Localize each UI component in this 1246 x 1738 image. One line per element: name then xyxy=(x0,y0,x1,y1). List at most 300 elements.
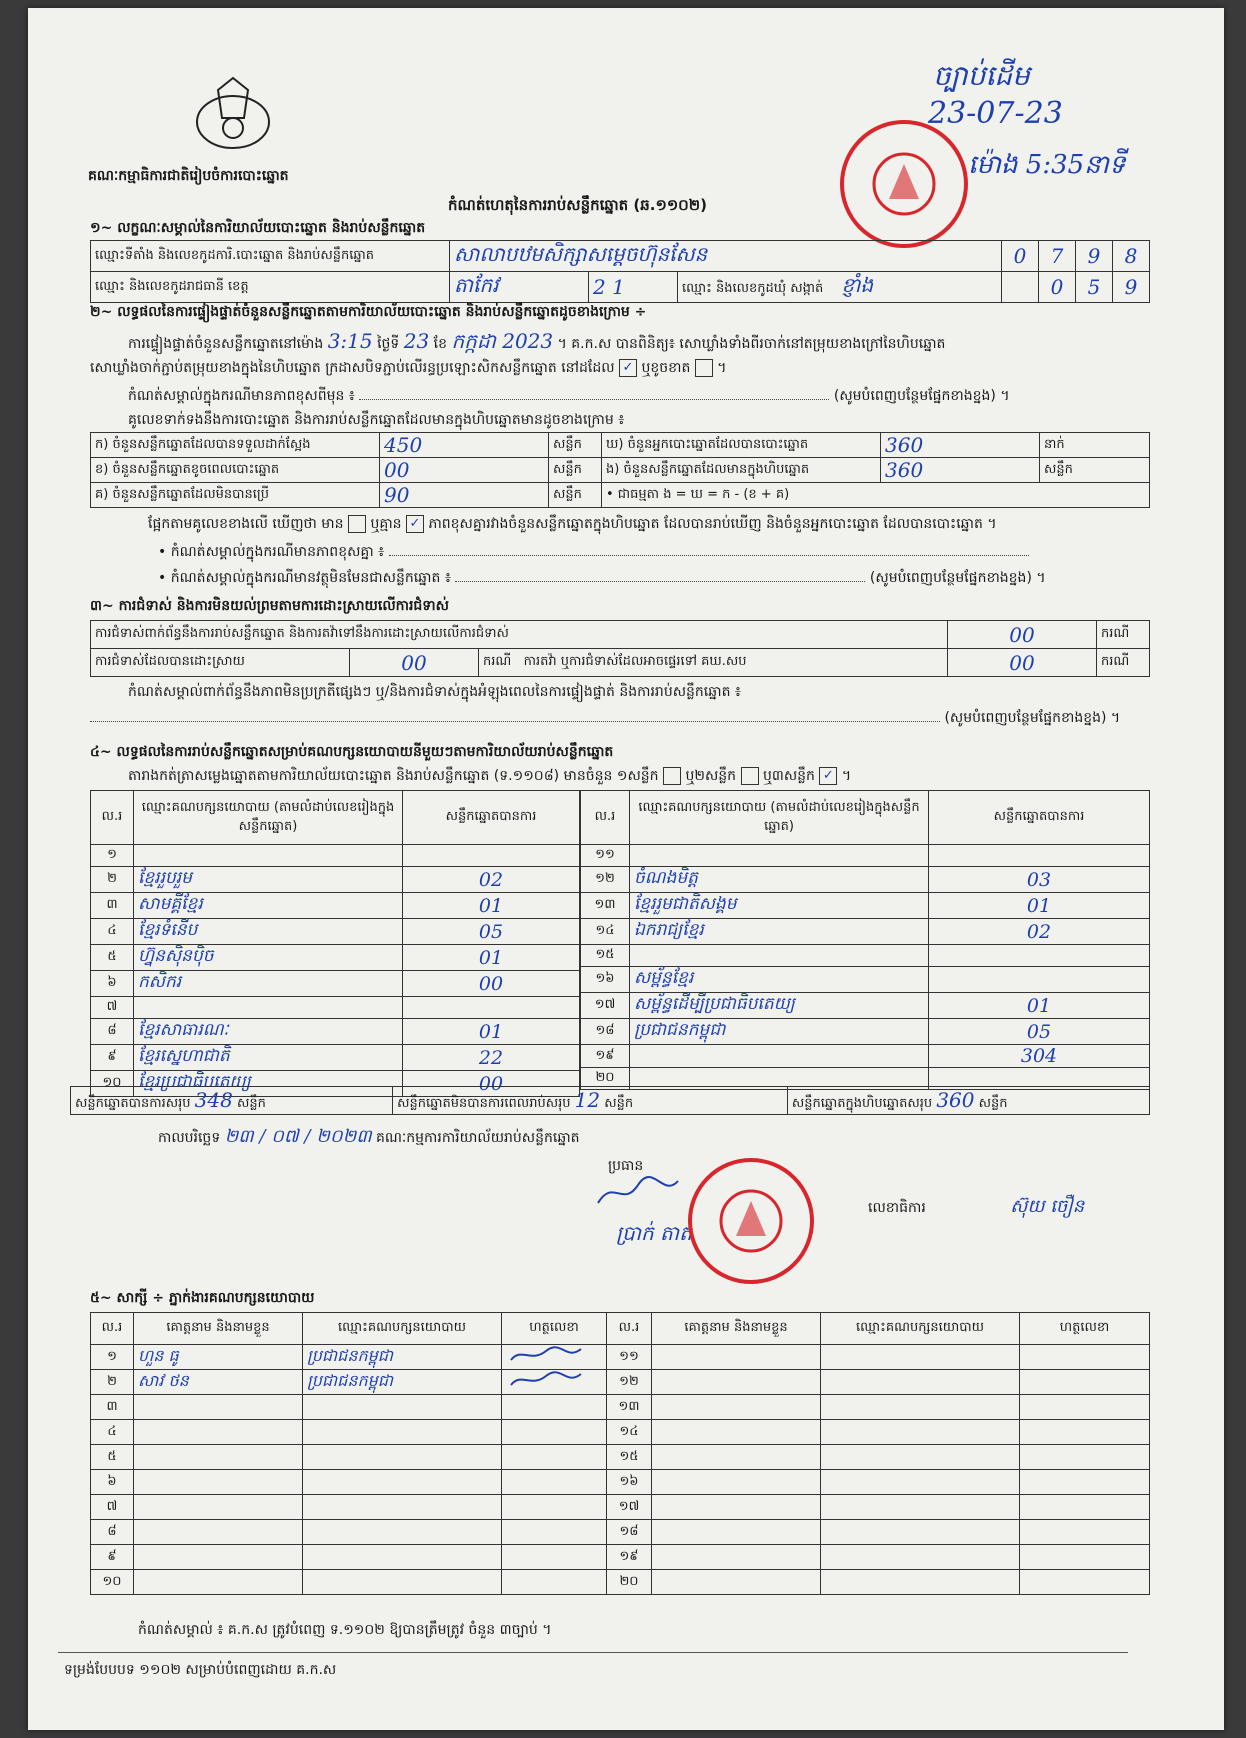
section5-title: ៥~ សាក្សី ÷ ភ្នាក់ងារគណបក្សនយោបាយ xyxy=(90,1290,315,1306)
numbers-header: គូលេខទាក់ទងនឹងការបោះឆ្នោត និងការរាប់សន្លឹកឆ្នោតដែលមានក្នុងហិបឆ្នោតមានដូចខាងក្រោម ៖ xyxy=(128,412,625,428)
witness-name xyxy=(134,1395,303,1420)
total-valid-label: សន្លឹកឆ្នោតបានការសរុប xyxy=(75,1095,191,1111)
witness-signature xyxy=(502,1570,607,1595)
no-difference-label: ឬគ្មាន xyxy=(370,516,402,532)
row-number: ៨ xyxy=(91,1520,134,1545)
row-number-right: ១៨ xyxy=(607,1520,652,1545)
vote-count: 01 xyxy=(403,1019,580,1045)
row-number: ១ xyxy=(91,1345,134,1370)
location-code-3: 9 xyxy=(1076,241,1113,272)
annotation-date: 23-07-23 xyxy=(928,96,1063,131)
results-table-left xyxy=(90,790,580,1097)
no-difference-checkbox[interactable]: ✓ xyxy=(406,515,424,533)
w-col-no-right: ល.រ xyxy=(607,1313,652,1345)
witness-name-right xyxy=(652,1370,821,1395)
section1-table xyxy=(90,240,1150,303)
table-row xyxy=(91,997,580,1019)
annotation-line1: ច្បាប់ដើម xyxy=(933,59,1030,92)
table-row xyxy=(91,1370,1150,1395)
total-box-label: សន្លឹកឆ្នោតក្នុងហិបឆ្នោតសរុប xyxy=(791,1095,933,1111)
party-name: សាមគ្គីខ្មែរ xyxy=(134,893,403,919)
witness-signature xyxy=(502,1445,607,1470)
col-no-right: ល.រ xyxy=(581,791,630,845)
damaged-checkbox[interactable] xyxy=(695,359,713,377)
w-col-party: ឈ្មោះគណបក្សនយោបាយ xyxy=(303,1313,502,1345)
day-label: ថ្ងៃទី xyxy=(377,336,400,352)
witness-name-right xyxy=(652,1395,821,1420)
table-row xyxy=(581,1045,1150,1068)
results-table-right xyxy=(580,790,1150,1090)
witness-signature xyxy=(502,1420,607,1445)
vote-count: 02 xyxy=(403,867,580,893)
commune-code-3: 9 xyxy=(1113,272,1150,303)
w-col-name: គោត្តនាម និងនាមខ្លួន xyxy=(134,1313,303,1345)
total-valid-unit: សន្លឹក xyxy=(237,1095,266,1111)
table-row xyxy=(91,1520,1150,1545)
party-name: ខ្មែរប្រជាធិបតេយ្យ xyxy=(134,1071,403,1097)
party-name: ចំណងមិត្ត xyxy=(630,867,929,893)
appeal-unit: ករណី xyxy=(1097,649,1150,677)
province-code: 2 1 xyxy=(589,272,678,303)
row-number: ១៦ xyxy=(581,967,630,993)
commune-value: ខ្ញាំង xyxy=(841,273,874,297)
witness-signature-right xyxy=(1020,1545,1150,1570)
province-label: ឈ្មោះ និងលេខកូដរាជធានី ខេត្ត xyxy=(91,272,450,303)
vote-count: 00 xyxy=(403,1071,580,1097)
table-row xyxy=(581,919,1150,945)
party-name xyxy=(630,945,929,967)
witness-party-right xyxy=(821,1370,1020,1395)
witness-party xyxy=(303,1420,502,1445)
day-value: 23 xyxy=(403,329,430,353)
w-col-sign: ហត្ថលេខា xyxy=(502,1313,607,1345)
party-name: សម្ព័ន្ធខ្មែរ xyxy=(630,967,929,993)
row-number-right: ១១ xyxy=(607,1345,652,1370)
col-votes-right: សន្លឹកឆ្នោតបានការ xyxy=(929,791,1150,845)
witness-party xyxy=(303,1570,502,1595)
row-a-value: 450 xyxy=(380,433,549,458)
bullet2-text: • កំណត់សម្គាល់ក្នុងករណីមានវត្ថុមិនមែនជាសន្លឹកឆ្នោត ៖ xyxy=(158,570,451,586)
objection-row1-label: ការជំទាស់ពាក់ព័ន្ធនឹងការរាប់សន្លឹកឆ្នោត និងការតវ៉ាទៅនឹងការដោះស្រាយលើការជំទាស់ xyxy=(91,621,948,649)
row-d-unit: នាក់ xyxy=(1040,433,1150,458)
location-code-4: 8 xyxy=(1113,241,1150,272)
w-col-sign-right: ហត្ថលេខា xyxy=(1020,1313,1150,1345)
witness-party-right xyxy=(821,1470,1020,1495)
table-row xyxy=(91,1395,1150,1420)
witness-name-right xyxy=(652,1470,821,1495)
section1-title: ១~ លក្ខណៈសម្គាល់នៃការិយាល័យបោះឆ្នោត និងរាប់សន្លឹកឆ្នោត xyxy=(90,220,426,236)
document-sheet xyxy=(28,8,1224,1730)
row-number: ៣ xyxy=(91,893,134,919)
witness-signature xyxy=(502,1470,607,1495)
bullet1-text: • កំណត់សម្គាល់ក្នុងករណីមានភាពខុសគ្នា ៖ xyxy=(158,544,385,560)
vote-count xyxy=(929,967,1150,993)
objection-row1-value: 00 xyxy=(948,621,1097,649)
witness-table xyxy=(90,1312,1150,1595)
sheet-count-text: តារាងកត់ត្រាសម្លេងឆ្នោតតាមការិយាល័យបោះឆ្នោត និងរាប់សន្លឹកឆ្នោត (ទ.១១០៨) មានចំនួន ១សន្លឹក xyxy=(128,768,659,784)
row-c-value: 90 xyxy=(380,483,549,508)
vote-count: 304 xyxy=(929,1045,1150,1068)
witness-name xyxy=(134,1520,303,1545)
witness-signature xyxy=(502,1495,607,1520)
two-sheet-checkbox[interactable] xyxy=(741,767,759,785)
appeal-value: 00 xyxy=(948,649,1097,677)
vote-count xyxy=(929,945,1150,967)
vote-count xyxy=(929,845,1150,867)
secretary-label: លេខាធិការ xyxy=(868,1200,926,1216)
resolved-unit: ករណី xyxy=(483,654,512,669)
irregularity-fill: (សូមបំពេញបន្ថែមផ្នែកខាងខ្នង) ។ xyxy=(944,710,1121,726)
two-sheet-label: ឬ២សន្លឹក xyxy=(685,768,737,784)
form-title: កំណត់ហេតុនៃការរាប់សន្លឹកឆ្នោត (ឆ.១១០២) xyxy=(448,196,708,214)
witness-name: ហួន ធូ xyxy=(134,1345,303,1370)
row-number: ៨ xyxy=(91,1019,134,1045)
row-number: ៥ xyxy=(91,945,134,971)
total-invalid-unit: សន្លឹក xyxy=(604,1095,634,1111)
row-d-label: ឃ) ចំនួនអ្នកបោះឆ្នោតដែលបានបោះឆ្នោត xyxy=(602,433,881,458)
chair-signature-icon xyxy=(593,1173,683,1213)
party-name xyxy=(630,1045,929,1068)
has-difference-checkbox[interactable] xyxy=(348,515,366,533)
row-a-label: ក) ចំនួនសន្លឹកឆ្នោតដែលបានទទួលដាក់ស្អែង xyxy=(91,433,380,458)
row-d-value: 360 xyxy=(881,433,1040,458)
seal-text: សោឃ្លាំងចាក់ភ្ជាប់តម្រុយខាងក្នុងនៃហិបឆ្នោត ក្រដាសបិទភ្ជាប់លើរន្ធប្រឡោះសិកសន្លឹកឆ្នោត នៅដដែល xyxy=(90,360,615,376)
vote-count xyxy=(403,997,580,1019)
witness-name xyxy=(134,1445,303,1470)
col-no: ល.រ xyxy=(91,791,134,845)
party-name: ខ្មែររួមជាតិសង្គម xyxy=(630,893,929,919)
witness-signature-right xyxy=(1020,1420,1150,1445)
vote-count: 05 xyxy=(403,919,580,945)
table-row xyxy=(581,993,1150,1019)
row-number: ៤ xyxy=(91,1420,134,1445)
damaged-label: ឬខូចខាត xyxy=(641,360,691,376)
witness-signature-right xyxy=(1020,1495,1150,1520)
match-label: ផ្អែកតាមគូលេខខាងលើ ឃើញថា មាន xyxy=(148,516,344,532)
objection-row1-unit: ករណី xyxy=(1097,621,1150,649)
sheet-count-line: តារាងកត់ត្រាសម្លេងឆ្នោតតាមការិយាល័យបោះឆ្នោត និងរាប់សន្លឹកឆ្នោត (ទ.១១០៨) មានចំនួន ១សន្លឹក ឬ២សន្លឹក ឬ៣សន្លឹក ✓ ។ xyxy=(128,768,852,784)
row-number: ១១ xyxy=(581,845,630,867)
row-number: ១៤ xyxy=(581,919,630,945)
witness-party xyxy=(303,1395,502,1420)
party-name: ខ្មែរសាធារណៈ xyxy=(134,1019,403,1045)
witness-name-right xyxy=(652,1545,821,1570)
row-c-label: គ) ចំនួនសន្លឹកឆ្នោតដែលមិនបានប្រើ xyxy=(91,483,380,508)
table-row xyxy=(91,971,580,997)
totals-table xyxy=(70,1086,1150,1115)
appeal-label: ការតវ៉ា ឬការជំទាស់ដែលអាចផ្ទេរទៅ គឃ.សប xyxy=(523,654,747,669)
irregularity-note: កំណត់សម្គាល់ពាក់ព័ន្ធនឹងភាពមិនប្រក្រតីផ្សេងៗ ឬ/និងការជំទាស់ក្នុងអំឡុងពេលនៃការផ្ទៀងផ្ទាត់ និងការរាប់សន្លឹកឆ្នោត ៖ xyxy=(128,684,742,700)
table-row xyxy=(581,1019,1150,1045)
commune-label: ឈ្មោះ និងលេខកូដឃុំ សង្កាត់ xyxy=(682,281,824,296)
match-rest: ភាពខុសគ្នារវាងចំនួនសន្លឹកឆ្នោតក្នុងហិបឆ្នោត ដែលបានរាប់ឃើញ និងចំនួនអ្នកបោះឆ្នោត ដែលបានបោះឆ្នោត ។ xyxy=(428,516,997,532)
witness-party-right xyxy=(821,1520,1020,1545)
date-line xyxy=(158,1124,580,1151)
col-party: ឈ្មោះគណបក្សនយោបាយ (តាមលំដាប់លេខរៀងក្នុងសន្លឹកឆ្នោត) xyxy=(134,791,403,845)
row-number: ១០ xyxy=(91,1570,134,1595)
table-row xyxy=(581,893,1150,919)
witness-party-right xyxy=(821,1445,1020,1470)
chair-name: ប្រាក់ តាត xyxy=(616,1221,692,1245)
witness-party-right xyxy=(821,1420,1020,1445)
table-row xyxy=(91,845,580,867)
vote-count: 01 xyxy=(929,893,1150,919)
witness-signature xyxy=(502,1345,607,1370)
section3-title: ៣~ ការជំទាស់ និងការមិនយល់ព្រមតាមការដោះស្រាយលើការជំទាស់ xyxy=(90,598,449,614)
party-name: ខ្មែរទំនើប xyxy=(134,919,403,945)
witness-party xyxy=(303,1495,502,1520)
table-row xyxy=(581,845,1150,867)
row-number: ១២ xyxy=(581,867,630,893)
witness-name-right xyxy=(652,1420,821,1445)
witness-party-right xyxy=(821,1495,1020,1520)
row-number: ១៣ xyxy=(581,893,630,919)
difference-note-fill: (សូមបំពេញបន្ថែមផ្នែកខាងខ្នង) ។ xyxy=(833,388,1010,404)
table-row xyxy=(91,1420,1150,1445)
total-box-cell xyxy=(787,1087,1149,1115)
witness-name-right xyxy=(652,1495,821,1520)
col-votes: សន្លឹកឆ្នោតបានការ xyxy=(403,791,580,845)
section4-title: ៤~ លទ្ធផលនៃការរាប់សន្លឹកឆ្នោតសម្រាប់គណបក្សនយោបាយនីមួយៗតាមការិយាល័យរាប់សន្លឹកឆ្នោត xyxy=(90,744,614,760)
three-sheet-checkbox[interactable]: ✓ xyxy=(819,767,837,785)
witness-signature-right xyxy=(1020,1370,1150,1395)
witness-name: សាវ ថន xyxy=(134,1370,303,1395)
row-c-unit: សន្លឹក xyxy=(549,483,602,508)
date-prefix: កាលបរិច្ឆេទ xyxy=(158,1130,221,1146)
row-number-right: ១២ xyxy=(607,1370,652,1395)
month-label: ខែ xyxy=(433,336,447,352)
time-value: 3:15 xyxy=(327,329,373,353)
table-row xyxy=(91,867,580,893)
commune-code-1: 0 xyxy=(1039,272,1076,303)
row-number: ៤ xyxy=(91,919,134,945)
location-code-1: 0 xyxy=(1002,241,1039,272)
witness-signature-right xyxy=(1020,1345,1150,1370)
witness-party xyxy=(303,1470,502,1495)
footer-form: ទម្រង់បែបបទ ១១០២ សម្រាប់បំពេញដោយ គ.ក.ស xyxy=(64,1662,337,1678)
row-b-unit: សន្លឹក xyxy=(549,458,602,483)
bullet1-line xyxy=(158,542,1158,563)
total-box-value: 360 xyxy=(936,1087,975,1112)
witness-signature-right xyxy=(1020,1395,1150,1420)
party-name: ខ្មែររួបរួម xyxy=(134,867,403,893)
resolved-value: 00 xyxy=(350,649,479,677)
commune-code-2: 5 xyxy=(1076,272,1113,303)
row-e-value: 360 xyxy=(881,458,1040,483)
row-b-label: ខ) ចំនួនសន្លឹកឆ្នោតខូចពេលបោះឆ្នោត xyxy=(91,458,380,483)
commune-cell xyxy=(678,272,1002,303)
witness-party xyxy=(303,1445,502,1470)
party-name xyxy=(630,845,929,867)
row-number: ៥ xyxy=(91,1445,134,1470)
row-number: ៣ xyxy=(91,1395,134,1420)
col-party-right: ឈ្មោះគណបក្សនយោបាយ (តាមលំដាប់លេខរៀងក្នុងសន្លឹកឆ្នោត) xyxy=(630,791,929,845)
bullet2-line xyxy=(158,568,1158,589)
vote-count: 05 xyxy=(929,1019,1150,1045)
vote-count: 02 xyxy=(929,919,1150,945)
total-invalid-cell xyxy=(393,1087,788,1115)
formula-note: • ជាធម្មតា ង = ឃ = ក - (ខ + គ) xyxy=(602,483,1150,508)
party-name: ឯករាជ្យខ្មែរ xyxy=(630,919,929,945)
table-row xyxy=(581,867,1150,893)
location-label: ឈ្មោះទីតាំង និងលេខកូដការិ.បោះឆ្នោត និងរាប់សន្លឹកឆ្នោត xyxy=(91,241,450,272)
signer-org: គណៈកម្មការការិយាល័យរាប់សន្លឹកឆ្នោត xyxy=(376,1130,580,1146)
vote-count: 00 xyxy=(403,971,580,997)
witness-party-right xyxy=(821,1545,1020,1570)
party-name: កសិករ xyxy=(134,971,403,997)
witness-party xyxy=(303,1520,502,1545)
total-box-unit: សន្លឹក xyxy=(978,1095,1008,1111)
witness-name xyxy=(134,1570,303,1595)
witness-party: ប្រជាជនកម្ពុជា xyxy=(303,1370,502,1395)
witness-signature xyxy=(502,1545,607,1570)
witness-name-right xyxy=(652,1520,821,1545)
witness-signature xyxy=(502,1520,607,1545)
official-stamp-top xyxy=(840,120,968,248)
party-name: ហ្វ៊ុនស៊ិនប៉ិច xyxy=(134,945,403,971)
witness-signature-right xyxy=(1020,1570,1150,1595)
location-value: សាលាបឋមសិក្សាសម្តេចហ៊ុនសែន xyxy=(450,241,1002,272)
vote-count: 01 xyxy=(403,893,580,919)
row-number: ២០ xyxy=(581,1068,630,1090)
total-valid-value: 348 xyxy=(194,1087,233,1112)
table-row xyxy=(91,1570,1150,1595)
vote-count: 01 xyxy=(403,945,580,971)
match-line xyxy=(148,514,1158,535)
row-number: ២ xyxy=(91,1370,134,1395)
witness-signature-right xyxy=(1020,1520,1150,1545)
secretary-name: ស៊ុយ ចឿន xyxy=(1010,1196,1085,1217)
row-number: ១០ xyxy=(91,1071,134,1097)
witness-party-right xyxy=(821,1395,1020,1420)
row-number: ៩ xyxy=(91,1545,134,1570)
table-row xyxy=(91,1545,1150,1570)
row-number: ៧ xyxy=(91,1495,134,1520)
w-col-name-right: គោត្តនាម និងនាមខ្លួន xyxy=(652,1313,821,1345)
witness-name xyxy=(134,1470,303,1495)
row-a-unit: សន្លឹក xyxy=(549,433,602,458)
after-date-text: ។ គ.ក.ស បានពិនិត្យ៖ សោឃ្លាំងទាំងពីរចាក់នៅតម្រុយខាងក្រៅនៃហិបឆ្នោត xyxy=(557,336,946,352)
row-e-unit: សន្លឹក xyxy=(1040,458,1150,483)
witness-name xyxy=(134,1495,303,1520)
party-name xyxy=(134,997,403,1019)
difference-note-label: កំណត់សម្គាល់ក្នុងករណីមានភាពខុសពីមុន ៖ xyxy=(128,388,355,404)
objection-table xyxy=(90,620,1150,677)
total-invalid-value: 12 xyxy=(574,1087,601,1112)
row-number-right: ១៦ xyxy=(607,1470,652,1495)
table-row xyxy=(91,1045,580,1071)
witness-signature-right xyxy=(1020,1445,1150,1470)
difference-note-line xyxy=(128,386,1148,407)
org-name: គណៈកម្មាធិការជាតិរៀបចំការបោះឆ្នោត xyxy=(88,168,289,184)
party-name xyxy=(134,845,403,867)
row-number: ៦ xyxy=(91,1470,134,1495)
row-number-right: ១៧ xyxy=(607,1495,652,1520)
row-number: ១៨ xyxy=(581,1019,630,1045)
annotation-time: ម៉ោង 5:35នាទី xyxy=(968,150,1126,180)
row-number: ៧ xyxy=(91,997,134,1019)
row-number: ៩ xyxy=(91,1045,134,1071)
one-sheet-checkbox[interactable] xyxy=(663,767,681,785)
witness-party: ប្រជាជនកម្ពុជា xyxy=(303,1345,502,1370)
vote-count: 03 xyxy=(929,867,1150,893)
table-row xyxy=(91,1445,1150,1470)
intact-checkbox[interactable]: ✓ xyxy=(619,359,637,377)
witness-name-right xyxy=(652,1445,821,1470)
bullet2-fill: (សូមបំពេញបន្ថែមផ្នែកខាងខ្នង) ។ xyxy=(869,570,1046,586)
table-row xyxy=(91,1345,1150,1370)
total-valid-cell xyxy=(71,1087,393,1115)
province-value: តាកែវ xyxy=(450,272,589,303)
party-name: ប្រជាជនកម្ពុជា xyxy=(630,1019,929,1045)
table-row xyxy=(91,893,580,919)
row-number-right: ១៩ xyxy=(607,1545,652,1570)
witness-name-right xyxy=(652,1570,821,1595)
witness-signature-right xyxy=(1020,1470,1150,1495)
emblem-icon xyxy=(188,72,278,152)
irregularity-fill-line xyxy=(90,708,1150,729)
witness-signature xyxy=(502,1370,607,1395)
witness-party-right xyxy=(821,1570,1020,1595)
witness-signature xyxy=(502,1395,607,1420)
seal-line: សោឃ្លាំងចាក់ភ្ជាប់តម្រុយខាងក្នុងនៃហិបឆ្នោត ក្រដាសបិទភ្ជាប់លើរន្ធប្រឡោះសិកសន្លឹកឆ្នោត នៅដដែល ✓ ឬខូចខាត ។ xyxy=(90,360,727,376)
party-name: សម្ព័ន្ធដើម្បីប្រជាធិបតេយ្យ xyxy=(630,993,929,1019)
table-row xyxy=(91,1495,1150,1520)
witness-name xyxy=(134,1420,303,1445)
date-value: ២៣ / ០៧ / ២០២៣ xyxy=(224,1126,372,1147)
party-name: ខ្មែរស្នេហាជាតិ xyxy=(134,1045,403,1071)
month-value: កក្កដា 2023 xyxy=(451,329,554,353)
row-number-right: ២០ xyxy=(607,1570,652,1595)
total-invalid-label: សន្លឹកឆ្នោតមិនបានការពេលរាប់សរុប xyxy=(397,1095,571,1111)
row-e-label: ង) ចំនួនសន្លឹកឆ្នោតដែលមានក្នុងហិបឆ្នោត xyxy=(602,458,881,483)
w-col-party-right: ឈ្មោះគណបក្សនយោបាយ xyxy=(821,1313,1020,1345)
secretary-line xyxy=(868,1194,1084,1221)
verification-line xyxy=(128,328,1168,358)
witness-party-right xyxy=(821,1345,1020,1370)
table-row xyxy=(581,967,1150,993)
row-number: ១៩ xyxy=(581,1045,630,1068)
table-row xyxy=(581,945,1150,967)
row-number-right: ១៥ xyxy=(607,1445,652,1470)
table-row xyxy=(91,1019,580,1045)
row-b-value: 00 xyxy=(380,458,549,483)
table-row xyxy=(91,919,580,945)
row-number: ២ xyxy=(91,867,134,893)
time-prefix: ការផ្ទៀងផ្ទាត់ចំនួនសន្លឹកឆ្នោតនៅម៉ោង xyxy=(128,336,324,352)
vote-count: 01 xyxy=(929,993,1150,1019)
row-number: ៦ xyxy=(91,971,134,997)
row-number: ១ xyxy=(91,845,134,867)
appeal-cell xyxy=(479,649,948,677)
vote-count: 22 xyxy=(403,1045,580,1071)
witness-name-right xyxy=(652,1345,821,1370)
row-number-right: ១៤ xyxy=(607,1420,652,1445)
row-number: ១៧ xyxy=(581,993,630,1019)
ballot-count-table xyxy=(90,432,1150,508)
commune-code-blank xyxy=(1002,272,1039,303)
three-sheet-label: ឬ៣សន្លឹក xyxy=(762,768,815,784)
witness-party xyxy=(303,1545,502,1570)
official-stamp-bottom xyxy=(688,1158,814,1284)
table-row xyxy=(91,945,580,971)
witness-name xyxy=(134,1545,303,1570)
section2-title: ២~ លទ្ធផលនៃការផ្ទៀងផ្ទាត់ចំនួនសន្លឹកឆ្នោតតាមការិយាល័យបោះឆ្នោត និងរាប់សន្លឹកឆ្នោតដូចខាងក្រោម ÷ xyxy=(90,304,647,320)
location-code-2: 7 xyxy=(1039,241,1076,272)
row-number: ១៥ xyxy=(581,945,630,967)
w-col-no: ល.រ xyxy=(91,1313,134,1345)
table-row xyxy=(91,1470,1150,1495)
